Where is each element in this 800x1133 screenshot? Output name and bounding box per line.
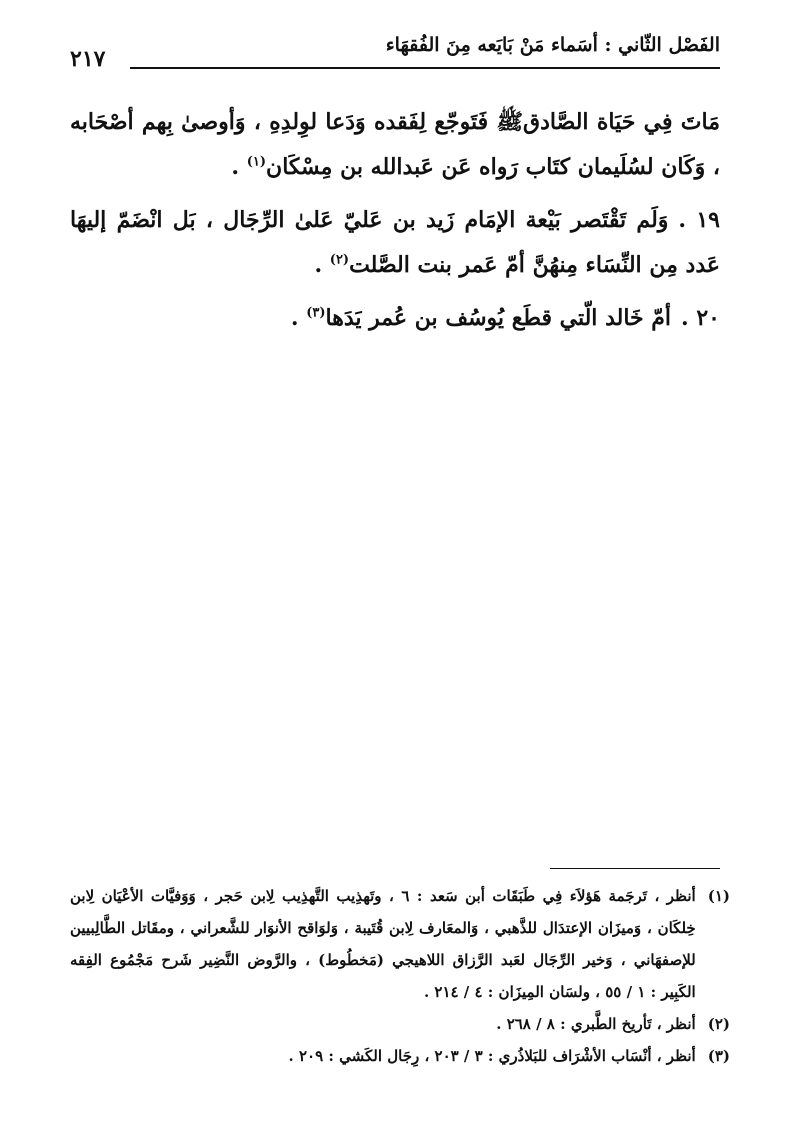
footnote-1-number: (١) [707,887,730,905]
header-rule [130,67,720,69]
footnote-ref-3: (٣) [306,305,326,321]
paragraph-3-text: أمّ خَالد الّتي قطَع يُوسُف بن عُمر يَدَها [325,305,672,331]
footnote-3 [70,1040,730,1072]
footnote-1 [70,880,730,1008]
footnotes [70,880,730,1072]
paragraph-3 [70,296,720,341]
paragraph-1 [70,100,720,190]
footnote-ref-1: (١) [246,154,267,170]
footnote-2-text: أنظر ، تَأريخ الطَّبري : ٨ / ٢٦٨ . [496,1015,696,1033]
paragraph-1-text: مَاتَ فِي حَيَاة الصَّادقﷺ فَتَوجّع لِفَقده وَدَعا لوِلدِهِ ، وَأوصىٰ بِهم أصْحَابه ، وَكَان لسُلَيمان كتَاب رَواه عَن عَبدالله بن مِسْكَان [70,109,720,180]
paragraph-3-number: ٢٠ . [681,305,720,331]
footnote-2 [70,1008,730,1040]
paragraph-2-text: وَلَم تَقْتَصر بَيْعة الإمَام زَيد بن عَليّ عَلىٰ الرِّجَال ، بَل انْضَمّ إليهَا عَدد مِن النِّسَاء مِنهُنَّ أمّ عَمر بنت الصَّلت [70,207,720,278]
footnote-separator [550,868,720,869]
footnote-1-text: أنظر ، تَرجَمة هَؤلاَء فِي طَبَقَات أبن سَعد : ٦ ، وتَهذِيب التَّهذِيب لِابن حَجر ، وَوَفيَّات الأعْيَان لِابن خِلكَان ، وَميزَان الإعتدَال للذَّهبي ، وَالمعَارف لِابن قُتَيبة ، وَلوَاقح الأنوَار للشَّعراني ، ومقَاتل الطَّالِبيين للإصفهَاني ، وَخير الرِّجَال لعَبد الرَّزاق اللاهيجي (مَخطُوط) ، والرَّوض النَّضِير شَرح مَجْمُوع الفِقه الكَبِير : ١ / ٥٥ ، ولسَان المِيزَان : ٤ / ٢١٤ . [70,887,696,1001]
paragraph-1-end: . [231,154,247,180]
running-header-title: الفَصْل الثّاني : أسَماء مَنْ بَايَعه مِنَ الفُقهَاء [385,34,720,56]
footnote-ref-2: (٢) [329,252,350,268]
paragraph-2-number: ١٩ . [678,207,720,233]
paragraph-2-end: . [314,252,330,278]
main-text [70,100,720,349]
paragraph-3-end: . [290,305,307,331]
footnote-2-number: (٢) [707,1015,730,1033]
footnote-3-number: (٣) [707,1047,730,1065]
paragraph-2 [70,198,720,288]
page-header [70,34,720,78]
footnote-3-text: أنظر ، أنْسَاب الأشْرَاف للبَلاذُري : ٣ / ٢٠٣ ، رِجَال الكَشي : ٢٠٩ . [288,1047,696,1065]
page-number: ٢١٧ [70,46,106,72]
